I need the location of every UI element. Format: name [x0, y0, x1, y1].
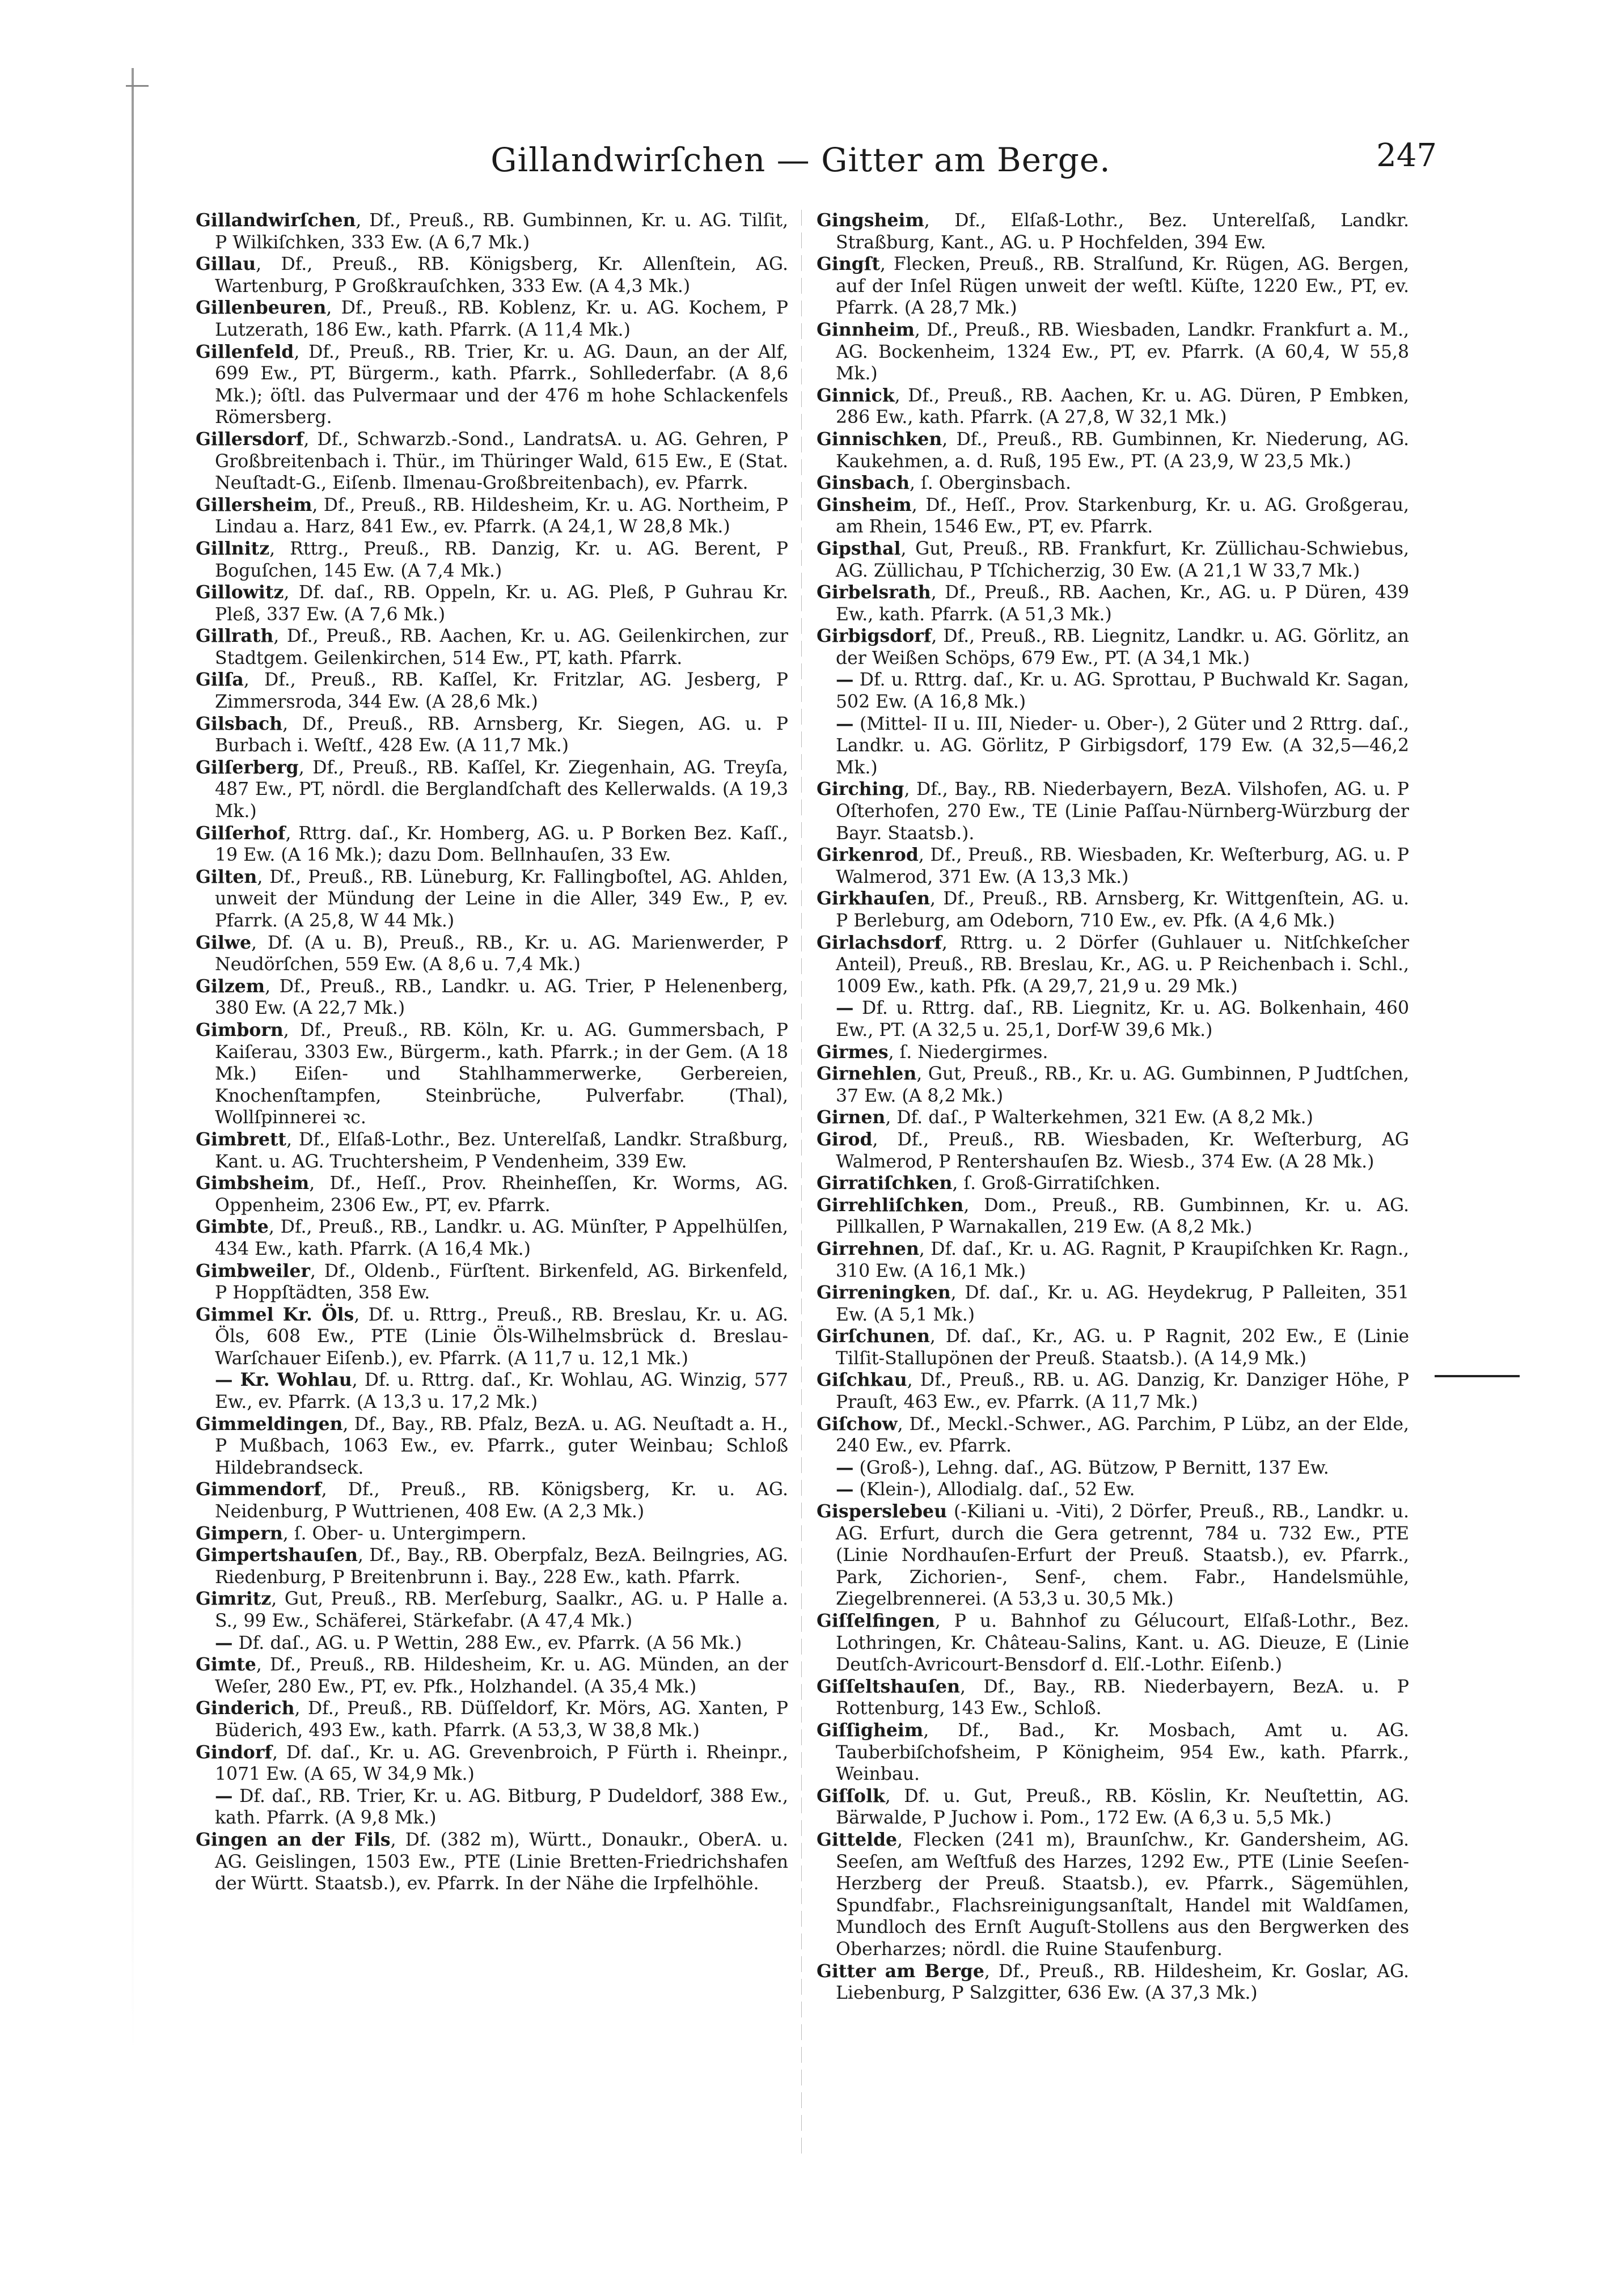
- entry-text: , Df., Preuß., RB. Aachen, Kr. u. AG. Geilenkirchen, zur Stadtgem. Geilenkirchen, 514 Ew., PT, kath. Pfarrk.: [215, 626, 788, 669]
- gazetteer-entry: [817, 1829, 1409, 1961]
- entry-headword: Girnen: [817, 1107, 886, 1128]
- gazetteer-entry: [817, 1282, 1409, 1326]
- right-column: [817, 210, 1409, 2155]
- entry-headword: Gingsheim: [817, 210, 924, 231]
- entry-headword: Girkhauſen: [817, 888, 930, 909]
- gazetteer-entry: [196, 1654, 788, 1698]
- gazetteer-entry: [817, 1676, 1409, 1720]
- entry-headword: Girrehliſchken: [817, 1194, 964, 1216]
- entry-text: , Df., Preuß., RB. Königsberg, Kr. u. AG. Neidenburg, P Wuttrienen, 408 Ew. (A 2,3 Mk.): [215, 1479, 788, 1522]
- entry-text: , Df., Preuß., RB. Kaſſel, Kr. Fritzlar, AG. Jesberg, P Zimmersroda, 344 Ew. (A 28,6 Mk.): [215, 670, 788, 713]
- entry-headword: Gimbte: [196, 1216, 269, 1238]
- entry-text: Df. daſ., RB. Trier, Kr. u. AG. Bitburg, P Dudeldorf, 388 Ew., kath. Pfarrk. (A 9,8 Mk.): [215, 1786, 788, 1829]
- gazetteer-entry: [817, 429, 1409, 472]
- gazetteer-entry: [817, 1238, 1409, 1282]
- entry-headword: —: [215, 1785, 233, 1807]
- gazetteer-entry: [196, 1304, 788, 1370]
- gazetteer-entry: [196, 1523, 788, 1545]
- gazetteer-entry: [817, 253, 1409, 319]
- page-number: 247: [1376, 137, 1437, 174]
- entry-headword: Ginnischken: [817, 428, 942, 450]
- entry-text: , Df. daſ., Kr. u. AG. Grevenbroich, P Fürth i. Rheinpr., 1071 Ew. (A 65, W 34,9 Mk.): [215, 1742, 788, 1785]
- entry-text: , ſ. Niedergirmes.: [888, 1042, 1048, 1063]
- entry-headword: Gilſerberg: [196, 756, 299, 778]
- entry-headword: Gingſt: [817, 253, 880, 275]
- entry-headword: Girſchunen: [817, 1326, 930, 1347]
- entry-text: , Df., Preuß., RB. Hildesheim, Kr. Goslar, AG. Liebenburg, P Salzgitter, 636 Ew. (A 37,3 Mk.): [836, 1961, 1409, 2004]
- entry-headword: Girlachsdorf: [817, 932, 942, 953]
- margin-rule: [1435, 1375, 1520, 1377]
- entry-headword: Gimmel Kr. Öls: [196, 1304, 354, 1325]
- entry-headword: Gilsbach: [196, 713, 283, 734]
- entry-headword: Girmes: [817, 1041, 889, 1063]
- entry-headword: Gillau: [196, 253, 256, 275]
- entry-text: (Groß-), Lehng. daſ., AG. Bützow, P Bernitt, 137 Ew.: [853, 1457, 1329, 1478]
- gazetteer-entry: [196, 341, 788, 429]
- gazetteer-entry: [196, 866, 788, 932]
- entry-text: (Mittel- II u. III, Nieder- u. Ober-), 2 Güter und 2 Rttrg. daſ., Landkr. u. AG. Görlitz, P Girbigsdorf, 179 Ew. (A 32,5—46,2 Mk.): [836, 713, 1409, 778]
- gazetteer-entry: [817, 385, 1409, 429]
- entry-text: , Df. daſ., Kr., AG. u. P Ragnit, 202 Ew., E (Linie Tilſit-Stallupönen der Preuß. Staatsb.). (A 14,9 Mk.): [836, 1326, 1409, 1369]
- gazetteer-entry: [817, 1326, 1409, 1369]
- gazetteer-entry: [196, 582, 788, 625]
- gazetteer-entry: [196, 1173, 788, 1216]
- gazetteer-entry: [196, 1019, 788, 1129]
- gazetteer-entry: [817, 932, 1409, 998]
- entry-headword: Ginsheim: [817, 494, 912, 515]
- gazetteer-entry: [196, 1216, 788, 1260]
- entry-text: , Df. u. Rttrg. daſ., Kr. Wohlau, AG. Winzig, 577 Ew., ev. Pfarrk. (A 13,3 u. 17,2 Mk.): [215, 1370, 788, 1413]
- entry-text: , Df., Preuß., RB. Wiesbaden, Kr. Weſterburg, AG. u. P Walmerod, 371 Ew. (A 13,3 Mk.): [836, 845, 1409, 887]
- gazetteer-entry: [196, 1742, 788, 1786]
- entry-text: , Df. daſ., P Walterkehmen, 321 Ew. (A 8,2 Mk.): [885, 1107, 1313, 1128]
- entry-text: , Df., Preuß., RB. Hildesheim, Kr. u. AG. Northeim, P Lindau a. Harz, 841 Ew., ev. Pfarrk. (A 24,1, W 28,8 Mk.): [215, 494, 788, 538]
- entry-headword: Gilzem: [196, 975, 265, 997]
- entry-headword: Girbelsrath: [817, 582, 931, 603]
- entry-text: , Df., Preuß., RB. u. AG. Danzig, Kr. Danziger Höhe, P Prauſt, 463 Ew., ev. Pfarrk. (A 11,7 Mk.): [836, 1370, 1409, 1413]
- entry-text: , Df., Oldenb., Fürſtent. Birkenfeld, AG. Birkenfeld, P Hoppſtädten, 358 Ew.: [215, 1260, 788, 1304]
- entry-headword: Gimmendorf: [196, 1479, 322, 1500]
- entry-headword: Giſſolk: [817, 1785, 885, 1807]
- gazetteer-entry: [817, 779, 1409, 844]
- entry-text: , Df., Preuß., RB. Wiesbaden, Kr. Weſterburg, AG Walmerod, P Rentershauſen Bz. Wiesb., 374 Ew. (A 28 Mk.): [836, 1129, 1409, 1172]
- entry-headword: —: [836, 713, 854, 734]
- entry-text: , Df., Preuß., RB. Kaſſel, Kr. Ziegenhain, AG. Treyſa, 487 Ew., PT, nördl. die Berglandſchaft des Kellerwalds. (A 19,3 Mk.): [215, 757, 788, 822]
- entry-headword: Gillenfeld: [196, 341, 294, 362]
- entry-text: Df. u. Rttrg. daſ., RB. Liegnitz, Kr. u. AG. Bolkenhain, 460 Ew., PT. (A 32,5 u. 25,1, Dorf-W 39,6 Mk.): [836, 998, 1409, 1040]
- entry-text: , Df., Preuß., RB. Arnsberg, Kr. Siegen, AG. u. P Burbach i. Weſtf., 428 Ew. (A 11,7 Mk.): [215, 713, 788, 756]
- entry-headword: Giſchkau: [817, 1369, 907, 1391]
- entry-text: , Df., Preuß., RB., Landkr. u. AG. Trier, P Helenenberg, 380 Ew. (A 22,7 Mk.): [215, 976, 788, 1019]
- entry-headword: —: [836, 669, 854, 691]
- entry-headword: Gillenbeuren: [196, 297, 327, 319]
- entry-headword: Giſſelfingen: [817, 1610, 935, 1631]
- entry-text: , Df., Preuß., RB. Gumbinnen, Kr. Niederung, AG. Kaukehmen, a. d. Ruß, 195 Ew., PT. (A 23,9, W 23,5 Mk.): [836, 429, 1409, 472]
- entry-headword: Gimbsheim: [196, 1173, 310, 1194]
- entry-text: , ſ. Ober- u. Untergimpern.: [282, 1523, 527, 1544]
- entry-text: , Df., Bay., RB. Niederbayern, BezA. Vilshofen, AG. u. P Oſterhofen, 270 Ew., TE (Linie Paſſau-Nürnberg-Würzburg der Bayr. Staatsb.).: [836, 779, 1409, 844]
- page-header: [164, 137, 1437, 186]
- entry-headword: Gillersheim: [196, 494, 312, 515]
- entry-text: , Df., Preuß., RB. Liegnitz, Landkr. u. AG. Görlitz, an der Weißen Schöps, 679 Ew., PT. (A 34,1 Mk.): [836, 626, 1409, 669]
- entry-text: , Df., Bad., Kr. Mosbach, Amt u. AG. Tauberbiſchofsheim, P Königheim, 954 Ew., kath. Pfarrk., Weinbau.: [836, 1720, 1409, 1785]
- entry-headword: Gillowitz: [196, 582, 284, 603]
- entry-text: , Df., Preuß., RB. Köln, Kr. u. AG. Gummersbach, P Kaiſerau, 3303 Ew., Bürgerm., kath. Pfarrk.; in der Gem. (A 18 Mk.) Eiſen- und Stahlhammerwerke, Gerbereien, Knochenſtampfen, Steinbrüche, Pulverfabr. (Thal), Wollſpinnerei ꝛc.: [215, 1019, 788, 1128]
- entry-text: Df. u. Rttrg. daſ., Kr. u. AG. Sprottau, P Buchwald Kr. Sagan, 502 Ew. (A 16,8 Mk.): [836, 670, 1409, 713]
- gazetteer-entry: [817, 1786, 1409, 1829]
- entry-text: , Df., Bay., RB. Oberpfalz, BezA. Beilngries, AG. Riedenburg, P Breitenbrunn i. Bay., 228 Ew., kath. Pfarrk.: [215, 1545, 788, 1588]
- gazetteer-entry: [196, 669, 788, 713]
- entry-headword: Gilten: [196, 866, 257, 887]
- page-edge: [132, 68, 134, 2053]
- entry-text: , Rttrg., Preuß., RB. Danzig, Kr. u. AG. Berent, P Boguſchen, 145 Ew. (A 7,4 Mk.): [215, 538, 788, 581]
- entry-headword: Gimborn: [196, 1019, 284, 1040]
- gazetteer-entry: [817, 582, 1409, 625]
- gazetteer-entry: [196, 1260, 788, 1304]
- entry-text: , Df., Preuß., RB. Düſſeldorf, Kr. Mörs, AG. Xanten, P Büderich, 493 Ew., kath. Pfarrk. (A 53,3, W 38,8 Mk.): [215, 1698, 788, 1741]
- entry-headword: Gillnitz: [196, 538, 270, 559]
- entry-text: , ſ. Oberginsbach.: [910, 473, 1072, 494]
- gazetteer-entry: [817, 625, 1409, 669]
- entry-text: , Df. daſ., Kr. u. AG. Heydekrug, P Palleiten, 351 Ew. (A 5,1 Mk.): [836, 1283, 1409, 1325]
- gazetteer-entry: [196, 253, 788, 297]
- gazetteer-entry: [817, 1479, 1409, 1501]
- gazetteer-entry: [196, 1479, 788, 1522]
- gazetteer-entry: [196, 1829, 788, 1895]
- entry-headword: Giſſigheim: [817, 1719, 924, 1741]
- entry-text: , ſ. Groß-Girratiſchken.: [952, 1173, 1161, 1194]
- entry-headword: Gillandwirſchen: [196, 210, 356, 231]
- entry-headword: —: [836, 1479, 854, 1500]
- entry-text: , Rttrg. u. 2 Dörfer (Guhlauer u. Nitſchkeſcher Anteil), Preuß., RB. Breslau, Kr., AG. u. P Reichenbach i. Schl., 1009 Ew., kath. Pfk. (A 29,7, 21,9 u. 29 Mk.): [836, 932, 1409, 997]
- gazetteer-entry: [196, 1786, 788, 1829]
- entry-headword: Girod: [817, 1128, 873, 1150]
- gazetteer-entry: [817, 1063, 1409, 1107]
- gazetteer-entry: [196, 1588, 788, 1632]
- entry-headword: Gimpern: [196, 1522, 283, 1544]
- entry-headword: Gilſerhof: [196, 822, 286, 844]
- gazetteer-entry: [817, 1414, 1409, 1457]
- entry-headword: Ginderich: [196, 1698, 295, 1719]
- entry-headword: Girbigsdorf: [817, 625, 932, 647]
- gazetteer-entry: [196, 1414, 788, 1479]
- gazetteer-entry: [196, 932, 788, 976]
- gazetteer-entry: [196, 494, 788, 538]
- entry-text: , Df., Preuß., RB. Koblenz, Kr. u. AG. Kochem, P Lutzerath, 186 Ew., kath. Pfarrk. (A 11,4 Mk.): [215, 298, 788, 340]
- gazetteer-entry: [817, 319, 1409, 385]
- entry-text: , Df., Heſſ., Prov. Starkenburg, Kr. u. AG. Großgerau, am Rhein, 1546 Ew., PT, ev. Pfarrk.: [836, 494, 1409, 538]
- entry-headword: Gimbweiler: [196, 1260, 310, 1281]
- entry-headword: Gimte: [196, 1654, 256, 1676]
- gazetteer-columns: [196, 210, 1415, 2155]
- gazetteer-entry: [817, 494, 1409, 538]
- entry-text: , Df. daſ., Kr. u. AG. Ragnit, P Kraupiſchken Kr. Ragn., 310 Ew. (A 16,1 Mk.): [836, 1238, 1409, 1281]
- entry-text: , Df. (A u. B), Preuß., RB., Kr. u. AG. Marienwerder, P Neudörſchen, 559 Ew. (A 8,6 u. 7,4 Mk.): [215, 932, 788, 975]
- left-column: [196, 210, 788, 2155]
- entry-text: , Df., Schwarzb.-Sond., LandratsA. u. AG. Gehren, P Großbreitenbach i. Thür., im Thüringer Wald, 615 Ew., E (Stat. Neuſtadt-G., Eiſenb. Ilmenau-Großbreitenbach), ev. Pfarrk.: [215, 429, 788, 494]
- entry-headword: —: [836, 997, 854, 1019]
- gazetteer-entry: [817, 888, 1409, 932]
- entry-headword: Gimbrett: [196, 1128, 286, 1150]
- gazetteer-entry: [196, 1129, 788, 1173]
- running-title: Gillandwirſchen — Gitter am Berge.: [490, 141, 1111, 179]
- gazetteer-entry: [196, 210, 788, 253]
- entry-text: , Gut, Preuß., RB., Kr. u. AG. Gumbinnen, P Judtſchen, 37 Ew. (A 8,2 Mk.): [836, 1064, 1409, 1106]
- entry-text: , Df., Preuß., RB., Landkr. u. AG. Münſter, P Appelhülſen, 434 Ew., kath. Pfarrk. (A 16,4 Mk.): [215, 1217, 788, 1259]
- gazetteer-entry: [817, 1195, 1409, 1238]
- entry-headword: Girkenrod: [817, 844, 919, 866]
- entry-headword: Gillrath: [196, 625, 274, 647]
- column-divider: [801, 210, 802, 2155]
- scan-artifact: [126, 85, 149, 87]
- entry-headword: Gipsthal: [817, 538, 901, 559]
- entry-text: , Df., Preuß., RB. Wiesbaden, Landkr. Frankfurt a. M., AG. Bockenheim, 1324 Ew., PT, ev. Pfarrk. (A 60,4, W 55,8 Mk.): [836, 319, 1409, 384]
- entry-text: , Df., Bay., RB. Pfalz, BezA. u. AG. Neuſtadt a. H., P Mußbach, 1063 Ew., ev. Pfarrk., guter Weinbau; Schloß Hildebrandseck.: [215, 1414, 788, 1478]
- gazetteer-entry: [817, 669, 1409, 713]
- entry-headword: Ginnick: [817, 384, 895, 406]
- gazetteer-entry: [817, 1042, 1409, 1064]
- entry-headword: Gilſa: [196, 669, 244, 691]
- entry-headword: Gitter am Berge: [817, 1960, 984, 1982]
- gazetteer-entry: [196, 757, 788, 823]
- entry-headword: Gittelde: [817, 1829, 898, 1850]
- entry-text: , Df., Preuß., RB. Hildesheim, Kr. u. AG. Münden, an der Weſer, 280 Ew., PT, ev. Pfk., Holzhandel. (A 35,4 Mk.): [215, 1655, 788, 1697]
- gazetteer-entry: [196, 1632, 788, 1655]
- entry-text: , P u. Bahnhof zu Gélucourt, Elſaß-Lothr., Bez. Lothringen, Kr. Château-Salins, Kant. u. AG. Dieuze, E (Linie Deutſch-Avricourt-Bensdorf d. Elſ.-Lothr. Eiſenb.): [836, 1611, 1409, 1676]
- entry-headword: — Kr. Wohlau: [215, 1369, 352, 1391]
- entry-headword: Giſſeltshauſen: [817, 1676, 960, 1697]
- entry-headword: Ginnheim: [817, 319, 915, 340]
- gazetteer-entry: [817, 844, 1409, 888]
- entry-text: , Dom., Preuß., RB. Gumbinnen, Kr. u. AG. Pillkallen, P Warnakallen, 219 Ew. (A 8,2 Mk.): [836, 1195, 1409, 1238]
- gazetteer-entry: [817, 1369, 1409, 1413]
- entry-headword: —: [836, 1457, 854, 1478]
- entry-headword: Girrehnen: [817, 1238, 919, 1259]
- entry-headword: Gimpertshauſen: [196, 1545, 358, 1566]
- gazetteer-entry: [817, 472, 1409, 494]
- gazetteer-entry: [817, 1129, 1409, 1173]
- entry-text: Df. daſ., AG. u. P Wettin, 288 Ew., ev. Pfarrk. (A 56 Mk.): [232, 1632, 742, 1653]
- gazetteer-entry: [817, 1720, 1409, 1786]
- entry-text: (-Kiliani u. -Viti), 2 Dörfer, Preuß., RB., Landkr. u. AG. Erfurt, durch die Gera getrennt, 784 u. 732 Ew., PTE (Linie Nordhauſen-Erfurt der Preuß. Staatsb.), ev. Pfarrk., Park, Zichorien-, Senf-, chem. Fabr., Handelsmühle, Ziegelbrennerei. (A 53,3 u. 30,5 Mk.): [836, 1501, 1409, 1610]
- entry-text: , Df. u. Rttrg., Preuß., RB. Breslau, Kr. u. AG. Öls, 608 Ew., PTE (Linie Öls-Wilhelmsbrück d. Breslau-Warſchauer Eiſenb.), ev. Pfarrk. (A 11,7 u. 12,1 Mk.): [215, 1304, 788, 1369]
- entry-headword: Gilwe: [196, 932, 251, 953]
- gazetteer-entry: [817, 210, 1409, 253]
- entry-headword: —: [215, 1632, 233, 1653]
- entry-headword: Giſchow: [817, 1413, 898, 1435]
- entry-text: , Gut, Preuß., RB. Merſeburg, Saalkr., AG. u. P Halle a. S., 99 Ew., Schäferei, Stärkefabr. (A 47,4 Mk.): [215, 1589, 788, 1631]
- gazetteer-entry: [196, 1698, 788, 1741]
- gazetteer-entry: [817, 538, 1409, 582]
- gazetteer-entry: [817, 1457, 1409, 1479]
- entry-text: , Df., Meckl.-Schwer., AG. Parchim, P Lübz, an der Elde, 240 Ew., ev. Pfarrk.: [836, 1414, 1409, 1457]
- gazetteer-entry: [817, 1107, 1409, 1129]
- entry-text: , Df., Preuß., RB. Königsberg, Kr. Allenſtein, AG. Wartenburg, P Großkrauſchken, 333 Ew. (A 4,3 Mk.): [215, 254, 788, 297]
- gazetteer-entry: [817, 997, 1409, 1041]
- entry-text: , Df. (382 m), Württ., Donaukr., OberA. u. AG. Geislingen, 1503 Ew., PTE (Linie Bretten-Friedrichshafen der Württ. Staatsb.), ev. Pfarrk. In der Nähe die Irpfelhöhle.: [215, 1829, 788, 1894]
- gazetteer-entry: [817, 1501, 1409, 1610]
- entry-text: , Flecken (241 m), Braunſchw., Kr. Gandersheim, AG. Seeſen, am Weſtfuß des Harzes, 1292 Ew., PTE (Linie Seeſen-Herzberg der Preuß. Staatsb.), ev. Pfarrk., Sägemühlen, Spundfabr., Flachsreinigungsanſtalt, Handel mit Waldſamen, Mundloch des Ernſt Auguſt-Stollens aus den Bergwerken des Oberharzes; nördl. die Ruine Staufenburg.: [836, 1829, 1409, 1960]
- gazetteer-entry: [817, 1173, 1409, 1195]
- entry-text: , Flecken, Preuß., RB. Stralſund, Kr. Rügen, AG. Bergen, auf der Inſel Rügen unweit der weſtl. Küſte, 1220 Ew., PT, ev. Pfarrk. (A 28,7 Mk.): [836, 254, 1409, 319]
- entry-text: , Df., Elſaß-Lothr., Bez. Unterelſaß, Landkr. Straßburg, Kant., AG. u. P Hochfelden, 394 Ew.: [836, 210, 1409, 253]
- gazetteer-entry: [196, 713, 788, 757]
- entry-headword: Girching: [817, 779, 904, 800]
- entry-text: , Df., Elſaß-Lothr., Bez. Unterelſaß, Landkr. Straßburg, Kant. u. AG. Truchtersheim, P Vendenheim, 339 Ew.: [215, 1129, 788, 1172]
- entry-headword: Girnehlen: [817, 1063, 917, 1085]
- entry-headword: Gimritz: [196, 1588, 272, 1610]
- entry-text: , Df., Preuß., RB. Gumbinnen, Kr. u. AG. Tilſit, P Wilkiſchken, 333 Ew. (A 6,7 Mk.): [215, 210, 788, 253]
- gazetteer-entry: [196, 297, 788, 341]
- entry-headword: Girratiſchken: [817, 1173, 953, 1194]
- gazetteer-entry: [196, 429, 788, 494]
- gazetteer-entry: [196, 625, 788, 669]
- entry-text: , Rttrg. daſ., Kr. Homberg, AG. u. P Borken Bez. Kaſſ., 19 Ew. (A 16 Mk.); dazu Dom. Bellnhauſen, 33 Ew.: [215, 823, 788, 866]
- entry-headword: Ginsbach: [817, 472, 910, 494]
- entry-headword: Gimmeldingen: [196, 1413, 343, 1435]
- gazetteer-entry: [196, 976, 788, 1019]
- entry-headword: Gindorf: [196, 1741, 272, 1763]
- gazetteer-entry: [817, 713, 1409, 779]
- entry-text: , Df., Preuß., RB. Arnsberg, Kr. Wittgenſtein, AG. u. P Berleburg, am Odeborn, 710 Ew., ev. Pfk. (A 4,6 Mk.): [836, 889, 1409, 931]
- entry-text: , Df., Preuß., RB. Aachen, Kr. u. AG. Düren, P Embken, 286 Ew., kath. Pfarrk. (A 27,8, W 32,1 Mk.): [836, 385, 1409, 428]
- gazetteer-entry: [196, 1545, 788, 1588]
- entry-text: (Klein-), Allodialg. daſ., 52 Ew.: [853, 1479, 1135, 1500]
- entry-headword: Gingen an der Fils: [196, 1829, 391, 1850]
- gazetteer-entry: [817, 1961, 1409, 2004]
- entry-text: , Df., Bay., RB. Niederbayern, BezA. u. P Rottenburg, 143 Ew., Schloß.: [836, 1676, 1409, 1719]
- entry-text: , Df. daſ., RB. Oppeln, Kr. u. AG. Pleß, P Guhrau Kr. Pleß, 337 Ew. (A 7,6 Mk.): [215, 582, 788, 625]
- gazetteer-entry: [196, 823, 788, 866]
- entry-text: , Df., Preuß., RB. Aachen, Kr., AG. u. P Düren, 439 Ew., kath. Pfarrk. (A 51,3 Mk.): [836, 582, 1409, 625]
- entry-text: , Gut, Preuß., RB. Frankfurt, Kr. Züllichau-Schwiebus, AG. Züllichau, P Tſchicherzig, 30 Ew. (A 21,1 W 33,7 Mk.): [836, 538, 1409, 581]
- entry-headword: Gisperslebeu: [817, 1501, 947, 1522]
- entry-headword: Gillersdorf: [196, 428, 304, 450]
- gazetteer-entry: [196, 538, 788, 582]
- gazetteer-entry: [196, 1369, 788, 1413]
- entry-text: , Df., Preuß., RB. Lüneburg, Kr. Fallingboſtel, AG. Ahlden, unweit der Mündung der Leine in die Aller, 349 Ew., P, ev. Pfarrk. (A 25,8, W 44 Mk.): [215, 866, 788, 931]
- entry-text: , Df., Preuß., RB. Trier, Kr. u. AG. Daun, an der Alf, 699 Ew., PT, Bürgerm., kath. Pfarrk., Sohllederfabr. (A 8,6 Mk.); öſtl. das Pulvermaar und der 476 m hohe Schlackenfels Römersberg.: [215, 341, 788, 428]
- entry-text: , Df., Heſſ., Prov. Rheinheſſen, Kr. Worms, AG. Oppenheim, 2306 Ew., PT, ev. Pfarrk.: [215, 1173, 788, 1216]
- entry-headword: Girreningken: [817, 1282, 951, 1304]
- entry-text: , Df. u. Gut, Preuß., RB. Köslin, Kr. Neuſtettin, AG. Bärwalde, P Juchow i. Pom., 172 Ew. (A 6,3 u. 5,5 Mk.): [836, 1786, 1409, 1829]
- gazetteer-entry: [817, 1610, 1409, 1676]
